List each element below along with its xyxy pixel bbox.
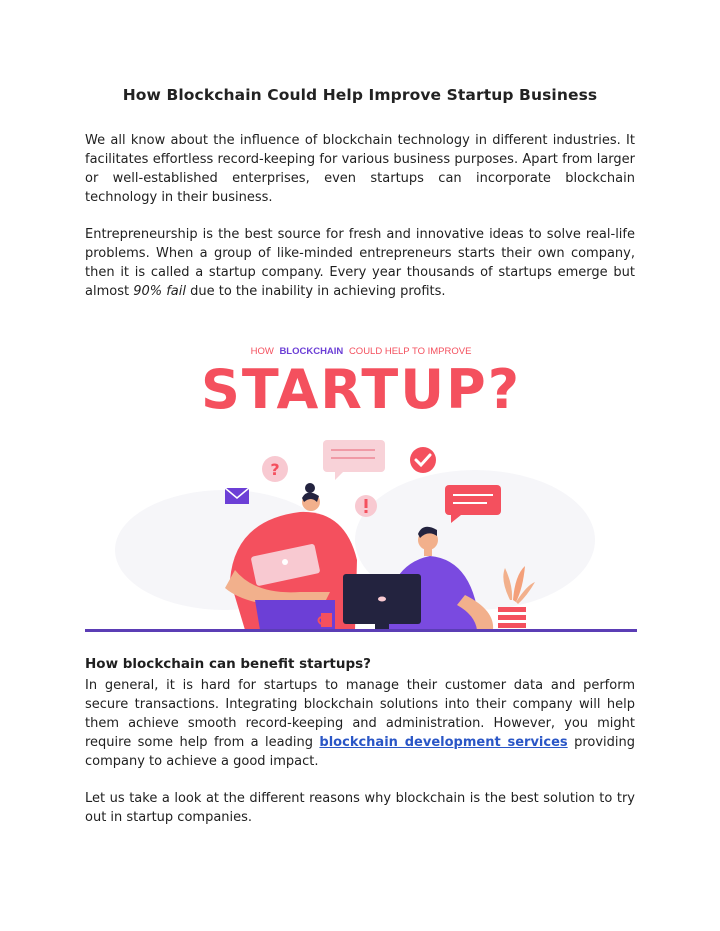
tagline-rest: COULD HELP TO IMPROVE — [348, 346, 472, 357]
blockchain-services-link[interactable]: blockchain development services — [319, 735, 568, 750]
paragraph-text: In general, it is hard for startups to manage their customer data and perform secure transactions. Integrating blockchain solutions into their company will help them achieve smooth record-keeping and administration. However, you might require some help from a leading — [85, 678, 635, 750]
closing-paragraph: Let us take a look at the different reasons why blockchain is the best solution to try out in startup companies. — [85, 791, 635, 825]
benefits-paragraph — [85, 676, 635, 771]
laptop-icon — [343, 574, 421, 630]
paragraph-text-end: due to the inability in achieving profits. — [186, 284, 446, 299]
emphasis-text: 90% fail — [133, 284, 186, 299]
email-icon — [225, 488, 249, 504]
paragraph-text: Entrepreneurship is the best source for fresh and innovative ideas to solve real-life problems. When a group of like-minded entrepreneurs starts their own company, then it is called a startup company. Every year thousands of startups emerge but almost — [85, 227, 635, 299]
tagline-how: HOW — [250, 346, 274, 357]
paragraph-text-end: providing company to achieve a good impact. — [85, 735, 636, 769]
check-icon — [410, 447, 436, 473]
illustration-tagline — [251, 346, 472, 357]
tagline-blockchain: BLOCKCHAIN — [279, 346, 344, 357]
desk-line — [85, 629, 637, 632]
question-icon — [262, 456, 288, 482]
alert-icon — [355, 495, 377, 517]
chat-bubble-icon — [323, 440, 385, 480]
illustration-headline: STARTUP? — [200, 358, 522, 421]
entrepreneurship-paragraph — [85, 225, 635, 301]
page-title: How Blockchain Could Help Improve Startup Business — [122, 86, 598, 104]
section-heading: How blockchain can benefit startups? — [85, 656, 371, 672]
startup-illustration — [85, 330, 637, 635]
intro-paragraph: We all know about the influence of blockchain technology in different industries. It facilitates effortless record-keeping for various business purposes. Apart from larger or well-established enterprises, even startups can incorporate blockchain technology in their business. — [85, 133, 635, 205]
svg-text:?: ? — [270, 460, 280, 479]
